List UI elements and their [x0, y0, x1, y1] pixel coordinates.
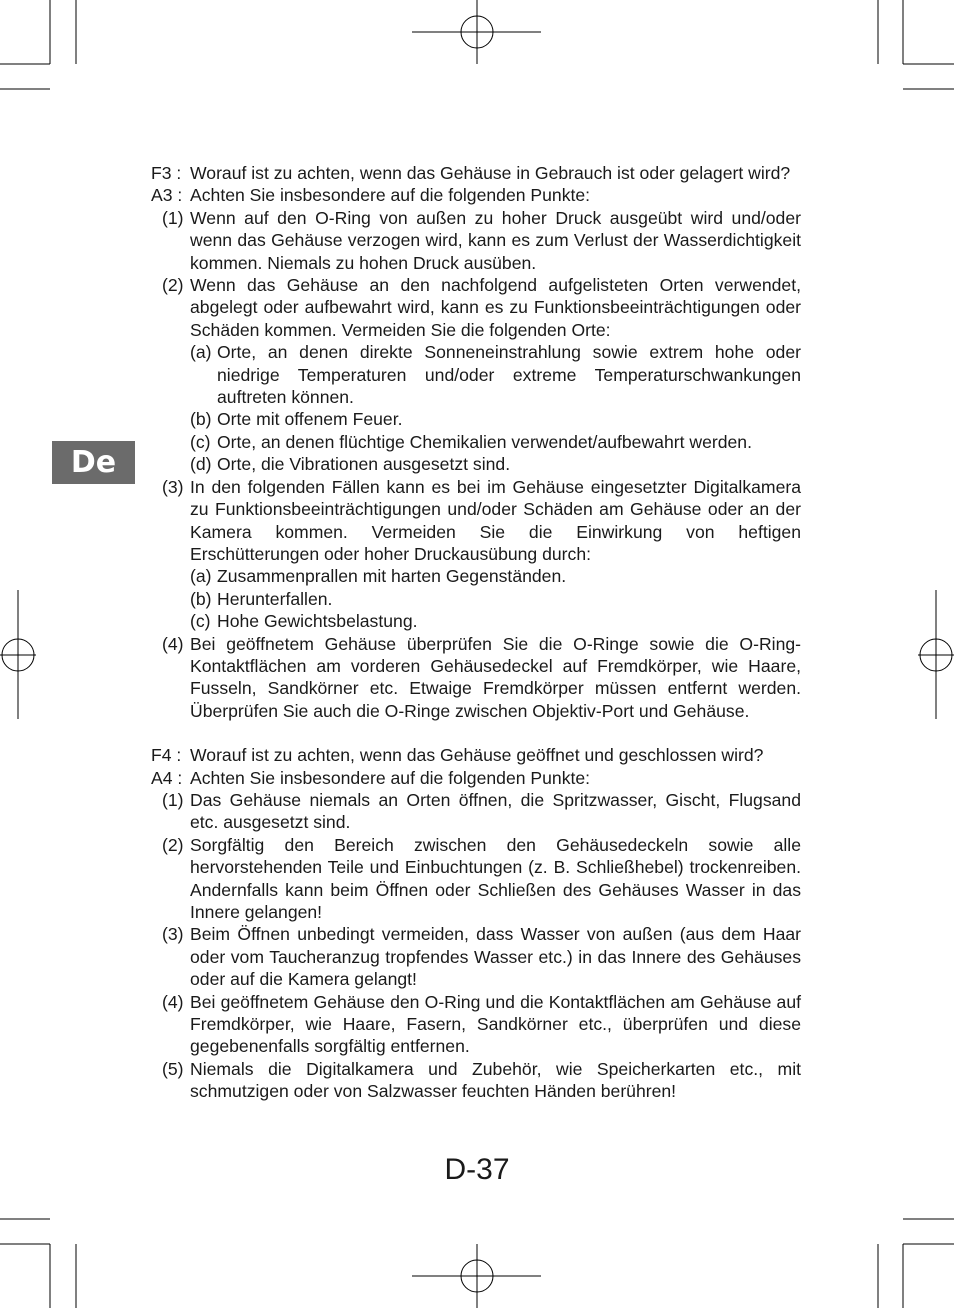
sub-list-item-marker: (a) [190, 342, 212, 363]
sub-list-item [151, 431, 801, 453]
list-item-marker: (2) [162, 834, 184, 855]
sub-list-item-text: Zusammenprallen mit harten Gegenständen. [217, 566, 567, 587]
list-item-marker: (3) [162, 924, 184, 945]
sub-list-item-marker: (c) [190, 431, 211, 452]
list-item [151, 633, 801, 723]
list-item-text: Niemals die Digitalkamera und Zubehör, wie Speicherkarten etc., mit schmutzigen oder von Salzwasser feuchten Händen berühren! [190, 1058, 801, 1102]
sub-list-item-text: Orte, die Vibrationen ausgesetzt sind. [217, 454, 511, 475]
list-item-text: Wenn das Gehäuse an den nachfolgend aufgelisteten Orten verwendet, abgelegt oder aufbewahrt wird, kann es zu Funktionsbeeinträchtigungen oder Schäden kommen. Vermeiden Sie die folgenden Orte: [190, 275, 801, 340]
sub-list-item-text: Hohe Gewichtsbelastung. [217, 611, 418, 632]
sub-list-item-marker: (c) [190, 611, 211, 632]
sub-list-item-marker: (d) [190, 454, 212, 475]
answer-marker: A4 : [151, 767, 183, 788]
answer-text: Achten Sie insbesondere auf die folgenden Punkte: [190, 767, 591, 788]
answer [151, 767, 801, 789]
sub-list-item [151, 588, 801, 610]
list-item-marker: (1) [162, 207, 184, 228]
list-item-text: In den folgenden Fällen kann es bei im Gehäuse eingesetzter Digitalkamera zu Funktionsbeeinträchtigungen und/oder Schäden am Gehäuse oder an der Kamera kommen. Vermeiden Sie die Einwirkung von heftigen Erschütterungen oder hoher Druckausübung durch: [190, 476, 801, 564]
list-item [151, 207, 801, 274]
sub-list-item [151, 610, 801, 632]
list-item [151, 1058, 801, 1103]
list-item-marker: (4) [162, 991, 184, 1012]
answer-text: Achten Sie insbesondere auf die folgenden Punkte: [190, 185, 591, 206]
list-item-marker: (1) [162, 789, 184, 810]
answer [151, 184, 801, 206]
language-tab: De [52, 441, 135, 484]
sub-list-item-marker: (b) [190, 409, 212, 430]
list-item-text: Wenn auf den O-Ring von außen zu hoher Druck ausgeübt wird und/oder wenn das Gehäuse verzogen wird, kann es zum Verlust der Wasserdichtigkeit kommen. Niemals zu hohen Druck ausüben. [190, 207, 801, 273]
list-item-text: Bei geöffnetem Gehäuse den O-Ring und die Kontaktflächen am Gehäuse auf Fremdkörper, wie Haare, Fasern, Sandkörner etc., überprüfen und diese gegebenenfalls sorgfältig entfernen. [190, 991, 801, 1057]
list-item-text: Das Gehäuse niemals an Orten öffnen, die Spritzwasser, Gischt, Flugsand etc. ausgesetzt sind. [190, 789, 801, 833]
sub-list-item-text: Orte, an denen flüchtige Chemikalien verwendet/aufbewahrt werden. [217, 431, 752, 452]
answer-marker: A3 : [151, 185, 183, 206]
sub-list-item-marker: (b) [190, 588, 212, 609]
question [151, 744, 801, 766]
sub-list-item [151, 565, 801, 587]
list-item-text: Bei geöffnetem Gehäuse überprüfen Sie die O-Ringe sowie die O-Ring-Kontaktflächen am vorderen Gehäusedeckel auf Fremdkörper, wie Haare, Fusseln, Sandkörner etc. Etwaige Fremdkörper müssen entfernt werden. Überprüfen Sie auch die O-Ringe zwischen Objektiv-Port und Gehäuse. [190, 633, 801, 721]
list-item-marker: (4) [162, 633, 184, 654]
list-item [151, 476, 801, 566]
list-item-marker: (2) [162, 275, 184, 296]
list-item [151, 923, 801, 990]
question-marker: F4 : [151, 745, 182, 766]
list-item-text: Sorgfältig den Bereich zwischen den Gehäusedeckeln sowie alle hervorstehenden Teile und Einbuchtungen (z. B. Schließhebel) trockenreiben. Andernfalls kann beim Öffnen oder Schließen des Gehäuses Wasser in das Innere gelangen! [190, 834, 801, 922]
list-item [151, 834, 801, 924]
faq-content [151, 162, 801, 1103]
list-item [151, 991, 801, 1058]
section-spacer [151, 722, 801, 744]
sub-list-item [151, 453, 801, 475]
sub-list-item-marker: (a) [190, 566, 212, 587]
page-number: D-37 [444, 1153, 510, 1186]
list-item [151, 789, 801, 834]
sub-list-item [151, 341, 801, 408]
sub-list-item-text: Orte, an denen direkte Sonneneinstrahlung sowie extrem hohe oder niedrige Temperaturen und/oder extreme Temperaturschwankungen auftreten können. [217, 342, 801, 408]
question-marker: F3 : [151, 163, 182, 183]
list-item [151, 274, 801, 341]
question-text: Worauf ist zu achten, wenn das Gehäuse geöffnet und geschlossen wird? [190, 745, 764, 766]
sub-list-item-text: Orte mit offenem Feuer. [217, 409, 403, 430]
sub-list-item [151, 408, 801, 430]
list-item-marker: (3) [162, 476, 184, 497]
question [151, 162, 801, 184]
list-item-text: Beim Öffnen unbedingt vermeiden, dass Wasser von außen (aus dem Haar oder vom Taucheranzug tropfendes Wasser etc.) in das Innere des Gehäuses oder auf die Kamera gelangt! [190, 924, 801, 990]
list-item-marker: (5) [162, 1058, 184, 1079]
sub-list-item-text: Herunterfallen. [217, 588, 333, 609]
question-text: Worauf ist zu achten, wenn das Gehäuse in Gebrauch ist oder gelagert wird? [190, 163, 791, 183]
